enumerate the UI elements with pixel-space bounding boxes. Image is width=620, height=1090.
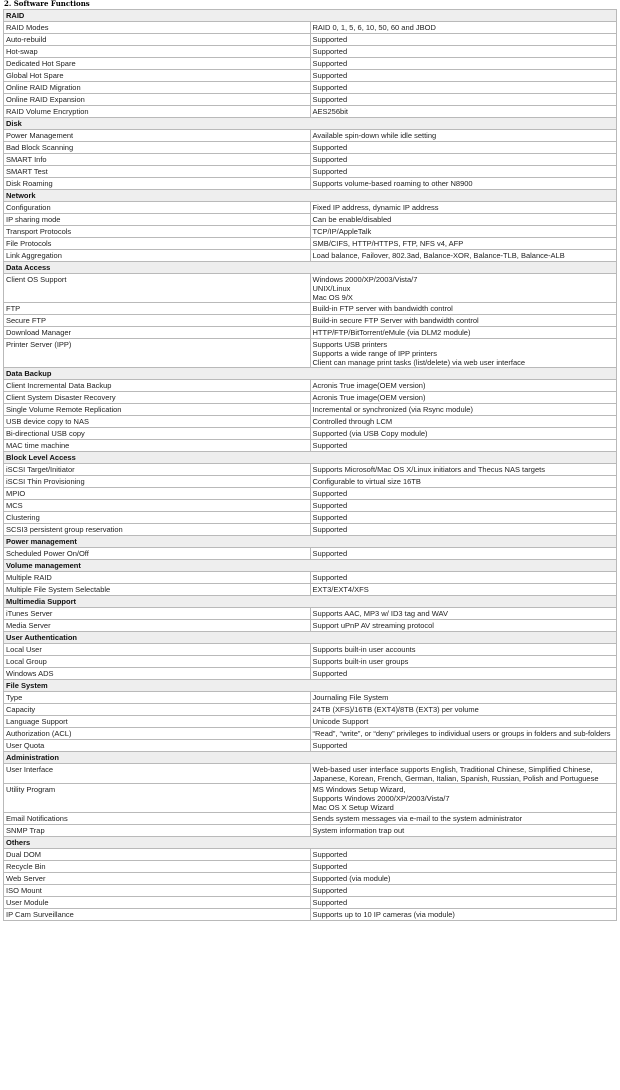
table-row xyxy=(4,46,617,58)
feature-value: System information trap out xyxy=(310,825,617,837)
feature-value: Supported xyxy=(310,572,617,584)
feature-value: Supports Microsoft/Mac OS X/Linux initiators and Thecus NAS targets xyxy=(310,464,617,476)
table-row xyxy=(4,130,617,142)
feature-name: Utility Program xyxy=(4,784,311,813)
feature-value: Can be enable/disabled xyxy=(310,214,617,226)
feature-name: Hot-swap xyxy=(4,46,311,58)
table-row xyxy=(4,476,617,488)
feature-name: Capacity xyxy=(4,704,311,716)
feature-name: Recycle Bin xyxy=(4,861,311,873)
feature-value: Unicode Support xyxy=(310,716,617,728)
section-title: Administration xyxy=(4,752,617,764)
feature-name: Online RAID Migration xyxy=(4,82,311,94)
section-header xyxy=(4,560,617,572)
table-row xyxy=(4,226,617,238)
section-header xyxy=(4,632,617,644)
feature-value: Supported xyxy=(310,58,617,70)
feature-value: 24TB (XFS)/16TB (EXT4)/8TB (EXT3) per volume xyxy=(310,704,617,716)
section-header xyxy=(4,118,617,130)
feature-value: Supported xyxy=(310,46,617,58)
table-row xyxy=(4,106,617,118)
section-header xyxy=(4,190,617,202)
feature-value: Supported xyxy=(310,500,617,512)
feature-value: “Read”, “write”, or “deny” privileges to individual users or groups in folders and sub-folders xyxy=(310,728,617,740)
feature-value: Web-based user interface supports English, Traditional Chinese, Simplified Chinese, Japanese, Korean, French, German, Italian, Spanish, Russian, Polish and Portuguese xyxy=(310,764,617,784)
feature-name: Client OS Support xyxy=(4,274,311,303)
feature-name: User Quota xyxy=(4,740,311,752)
table-row xyxy=(4,428,617,440)
feature-value: Configurable to virtual size 16TB xyxy=(310,476,617,488)
feature-name: SMART Test xyxy=(4,166,311,178)
feature-name: iTunes Server xyxy=(4,608,311,620)
section-header xyxy=(4,837,617,849)
feature-name: Secure FTP xyxy=(4,315,311,327)
feature-value: Supported xyxy=(310,488,617,500)
section-title: Multimedia Support xyxy=(4,596,617,608)
section-title: File System xyxy=(4,680,617,692)
table-row xyxy=(4,572,617,584)
section-header xyxy=(4,368,617,380)
table-row xyxy=(4,142,617,154)
table-row xyxy=(4,897,617,909)
feature-name: Multiple File System Selectable xyxy=(4,584,311,596)
feature-name: Client System Disaster Recovery xyxy=(4,392,311,404)
feature-name: Dedicated Hot Spare xyxy=(4,58,311,70)
feature-value: Acronis True image(OEM version) xyxy=(310,380,617,392)
feature-value: Journaling File System xyxy=(310,692,617,704)
table-row xyxy=(4,70,617,82)
page-title: 2. Software Functions xyxy=(4,0,90,8)
feature-name: SCSI3 persistent group reservation xyxy=(4,524,311,536)
feature-value: Sends system messages via e-mail to the system administrator xyxy=(310,813,617,825)
section-title: RAID xyxy=(4,10,617,22)
feature-value: Windows 2000/XP/2003/Vista/7 UNIX/Linux Mac OS 9/X xyxy=(310,274,617,303)
section-title: Disk xyxy=(4,118,617,130)
feature-name: iSCSI Thin Provisioning xyxy=(4,476,311,488)
feature-value: Supports USB printers Supports a wide range of IPP printers Client can manage print tasks (list/delete) via web user interface xyxy=(310,339,617,368)
feature-name: Auto-rebuild xyxy=(4,34,311,46)
table-row xyxy=(4,656,617,668)
feature-value: Supported xyxy=(310,154,617,166)
feature-name: Global Hot Spare xyxy=(4,70,311,82)
section-header xyxy=(4,262,617,274)
table-row xyxy=(4,885,617,897)
table-row xyxy=(4,584,617,596)
feature-value: Supported (via module) xyxy=(310,873,617,885)
feature-value: Supported xyxy=(310,897,617,909)
table-row xyxy=(4,154,617,166)
table-row xyxy=(4,728,617,740)
table-row xyxy=(4,740,617,752)
feature-value: Load balance, Failover, 802.3ad, Balance-XOR, Balance-TLB, Balance-ALB xyxy=(310,250,617,262)
feature-value: Supports built-in user accounts xyxy=(310,644,617,656)
table-row xyxy=(4,825,617,837)
feature-value: Supported xyxy=(310,70,617,82)
feature-name: SNMP Trap xyxy=(4,825,311,837)
table-row xyxy=(4,813,617,825)
feature-name: IP sharing mode xyxy=(4,214,311,226)
feature-name: Disk Roaming xyxy=(4,178,311,190)
feature-value: Incremental or synchronized (via Rsync module) xyxy=(310,404,617,416)
table-row xyxy=(4,644,617,656)
feature-name: Email Notifications xyxy=(4,813,311,825)
feature-name: MPIO xyxy=(4,488,311,500)
table-row xyxy=(4,392,617,404)
feature-name: Bi-directional USB copy xyxy=(4,428,311,440)
feature-value: MS Windows Setup Wizard, Supports Windows 2000/XP/2003/Vista/7 Mac OS X Setup Wizard xyxy=(310,784,617,813)
feature-name: User Interface xyxy=(4,764,311,784)
feature-value: Supported xyxy=(310,512,617,524)
feature-value: Supported xyxy=(310,524,617,536)
feature-name: File Protocols xyxy=(4,238,311,250)
table-row xyxy=(4,548,617,560)
table-row xyxy=(4,704,617,716)
feature-value: RAID 0, 1, 5, 6, 10, 50, 60 and JBOD xyxy=(310,22,617,34)
feature-value: Supported xyxy=(310,82,617,94)
feature-name: Windows ADS xyxy=(4,668,311,680)
feature-value: Support uPnP AV streaming protocol xyxy=(310,620,617,632)
feature-name: Clustering xyxy=(4,512,311,524)
feature-name: Power Management xyxy=(4,130,311,142)
table-row xyxy=(4,620,617,632)
feature-value: SMB/CIFS, HTTP/HTTPS, FTP, NFS v4, AFP xyxy=(310,238,617,250)
section-title: Data Backup xyxy=(4,368,617,380)
table-row xyxy=(4,608,617,620)
table-row xyxy=(4,488,617,500)
table-row xyxy=(4,716,617,728)
table-row xyxy=(4,668,617,680)
feature-name: Dual DOM xyxy=(4,849,311,861)
table-row xyxy=(4,178,617,190)
section-title: Others xyxy=(4,837,617,849)
table-row xyxy=(4,764,617,784)
feature-name: RAID Volume Encryption xyxy=(4,106,311,118)
feature-name: RAID Modes xyxy=(4,22,311,34)
table-row xyxy=(4,166,617,178)
table-row xyxy=(4,94,617,106)
feature-value: Supported xyxy=(310,861,617,873)
table-row xyxy=(4,861,617,873)
section-header xyxy=(4,752,617,764)
feature-name: IP Cam Surveillance xyxy=(4,909,311,921)
table-row xyxy=(4,512,617,524)
feature-name: Online RAID Expansion xyxy=(4,94,311,106)
feature-name: Transport Protocols xyxy=(4,226,311,238)
feature-name: Local Group xyxy=(4,656,311,668)
feature-name: Multiple RAID xyxy=(4,572,311,584)
feature-value: Supported xyxy=(310,142,617,154)
feature-value: Supports volume-based roaming to other N8900 xyxy=(310,178,617,190)
section-title: Power management xyxy=(4,536,617,548)
feature-value: AES256bit xyxy=(310,106,617,118)
feature-name: Single Volume Remote Replication xyxy=(4,404,311,416)
feature-value: Supported xyxy=(310,849,617,861)
table-row xyxy=(4,34,617,46)
feature-name: Language Support xyxy=(4,716,311,728)
table-row xyxy=(4,238,617,250)
section-header xyxy=(4,680,617,692)
table-row xyxy=(4,339,617,368)
feature-value: Build-in FTP server with bandwidth control xyxy=(310,303,617,315)
section-header xyxy=(4,452,617,464)
feature-name: Client Incremental Data Backup xyxy=(4,380,311,392)
feature-value: Supported (via USB Copy module) xyxy=(310,428,617,440)
feature-value: EXT3/EXT4/XFS xyxy=(310,584,617,596)
table-row xyxy=(4,440,617,452)
feature-value: Supports AAC, MP3 w/ ID3 tag and WAV xyxy=(310,608,617,620)
section-header xyxy=(4,536,617,548)
feature-value: HTTP/FTP/BitTorrent/eMule (via DLM2 module) xyxy=(310,327,617,339)
table-row xyxy=(4,274,617,303)
feature-value: Available spin-down while idle setting xyxy=(310,130,617,142)
table-row xyxy=(4,303,617,315)
feature-value: Supported xyxy=(310,885,617,897)
table-row xyxy=(4,873,617,885)
table-row xyxy=(4,58,617,70)
feature-value: TCP/IP/AppleTalk xyxy=(310,226,617,238)
feature-name: SMART Info xyxy=(4,154,311,166)
feature-name: MAC time machine xyxy=(4,440,311,452)
feature-name: FTP xyxy=(4,303,311,315)
feature-name: USB device copy to NAS xyxy=(4,416,311,428)
feature-value: Supported xyxy=(310,34,617,46)
feature-name: Authorization (ACL) xyxy=(4,728,311,740)
feature-name: Type xyxy=(4,692,311,704)
table-row xyxy=(4,202,617,214)
table-row xyxy=(4,380,617,392)
table-row xyxy=(4,327,617,339)
feature-value: Fixed IP address, dynamic IP address xyxy=(310,202,617,214)
feature-name: Bad Block Scanning xyxy=(4,142,311,154)
feature-name: ISO Mount xyxy=(4,885,311,897)
feature-value: Supported xyxy=(310,94,617,106)
feature-value: Supported xyxy=(310,440,617,452)
feature-value: Supports built-in user groups xyxy=(310,656,617,668)
feature-value: Acronis True image(OEM version) xyxy=(310,392,617,404)
table-row xyxy=(4,404,617,416)
software-functions-table xyxy=(3,9,617,921)
table-row xyxy=(4,315,617,327)
section-title: User Authentication xyxy=(4,632,617,644)
table-row xyxy=(4,909,617,921)
table-row xyxy=(4,849,617,861)
feature-name: Printer Server (IPP) xyxy=(4,339,311,368)
table-row xyxy=(4,22,617,34)
feature-value: Supported xyxy=(310,668,617,680)
section-title: Volume management xyxy=(4,560,617,572)
feature-name: MCS xyxy=(4,500,311,512)
table-row xyxy=(4,214,617,226)
feature-name: Link Aggregation xyxy=(4,250,311,262)
feature-value: Supported xyxy=(310,166,617,178)
feature-name: Media Server xyxy=(4,620,311,632)
table-row xyxy=(4,82,617,94)
table-row xyxy=(4,692,617,704)
section-header xyxy=(4,596,617,608)
section-title: Data Access xyxy=(4,262,617,274)
feature-name: iSCSI Target/Initiator xyxy=(4,464,311,476)
section-title: Block Level Access xyxy=(4,452,617,464)
table-row xyxy=(4,250,617,262)
table-row xyxy=(4,416,617,428)
feature-value: Supported xyxy=(310,740,617,752)
table-row xyxy=(4,524,617,536)
feature-name: Local User xyxy=(4,644,311,656)
feature-value: Supports up to 10 IP cameras (via module) xyxy=(310,909,617,921)
feature-value: Supported xyxy=(310,548,617,560)
feature-value: Controlled through LCM xyxy=(310,416,617,428)
feature-name: User Module xyxy=(4,897,311,909)
feature-name: Configuration xyxy=(4,202,311,214)
section-header xyxy=(4,10,617,22)
feature-name: Web Server xyxy=(4,873,311,885)
section-title: Network xyxy=(4,190,617,202)
table-row xyxy=(4,464,617,476)
feature-value: Build-in secure FTP Server with bandwidth control xyxy=(310,315,617,327)
feature-name: Scheduled Power On/Off xyxy=(4,548,311,560)
table-row xyxy=(4,784,617,813)
feature-name: Download Manager xyxy=(4,327,311,339)
table-row xyxy=(4,500,617,512)
